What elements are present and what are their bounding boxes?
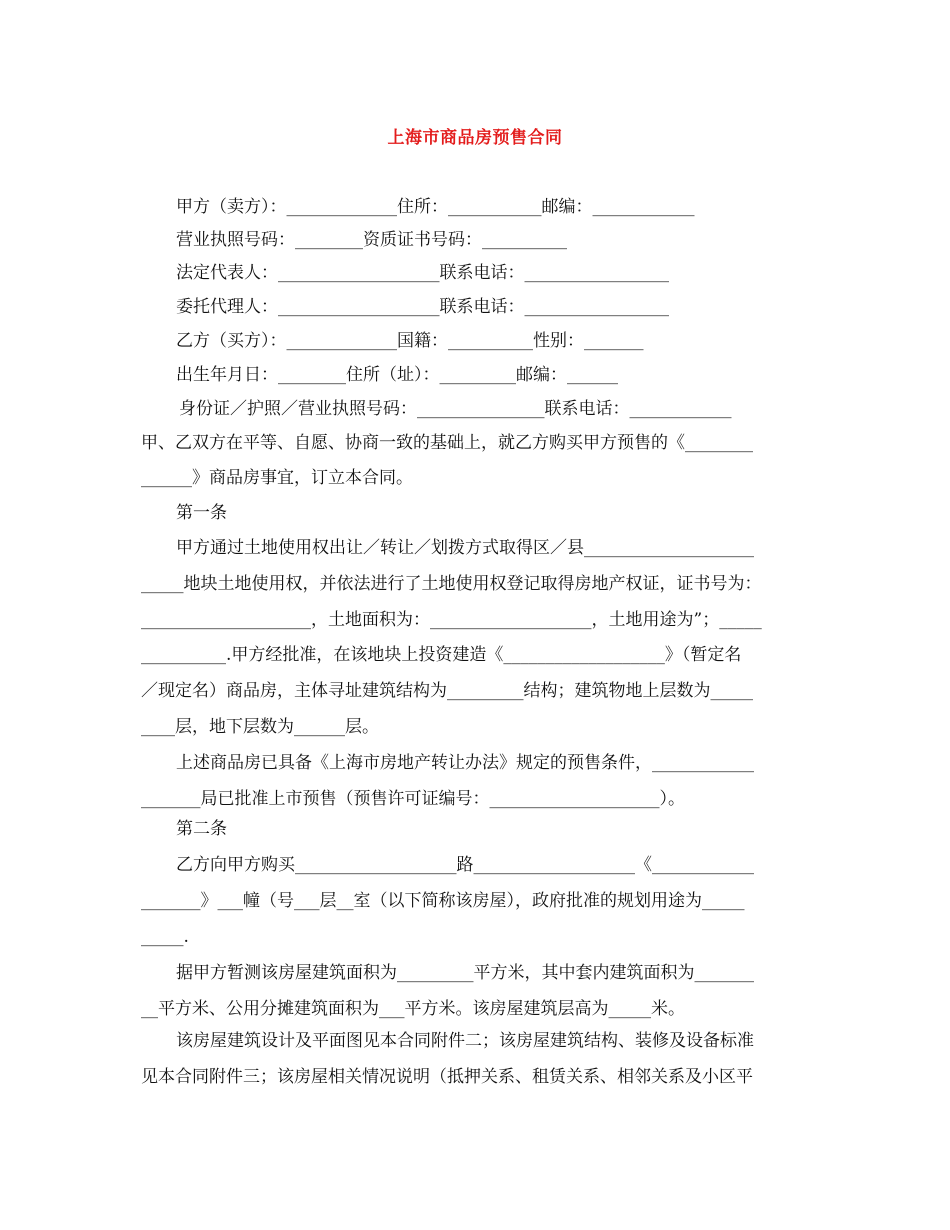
article-2-line-1: 乙方向甲方购买___________________路___________________《____________ [176,855,754,875]
presale-condition-line-2: _______局已批准上市预售（预售许可证编号：____________________）。 [141,789,685,809]
article-1-line-4: __________.甲方经批准，在该地块上投资建造《___________________》（暂定名 [141,645,742,665]
birthdate-line: 出生年月日：________住所（址）：_________邮编：______ [176,365,618,385]
id-number-line: 身份证／护照／营业执照号码：_______________联系电话：____________ [179,399,732,419]
presale-condition-line-1: 上述商品房已具备《上海市房地产转让办法》规定的预售条件，____________ [176,753,754,773]
preamble-line-1: 甲、乙双方在平等、自愿、协商一致的基础上，就乙方购买甲方预售的《________ [141,433,753,453]
business-license-line: 营业执照号码：________资质证书号码：__________ [176,230,567,250]
article-2-line-3: _____. [141,927,189,947]
attachment-line-1: 该房屋建筑设计及平面图见本合同附件二；该房屋建筑结构、装修及设备标准 [176,1031,754,1051]
article-1-line-2: _____地块土地使用权，并依法进行了土地使用权登记取得房地产权证，证书号为： [141,574,762,594]
preamble-line-2: ______》商品房事宜，订立本合同。 [141,468,413,488]
article-1-line-5: ／现定名）商品房，主体寻址建筑结构为_________结构；建筑物地上层数为_____ [141,681,753,701]
document-title: 上海市商品房预售合同 [387,128,563,148]
article-1-line-3: ____________________，土地面积为：___________________，土地用途为”；_____ [141,610,762,630]
legal-representative-line: 法定代表人：___________________联系电话：_________________ [176,263,669,283]
party-a-line: 甲方（卖方）：_____________住所：___________邮编：____________ [176,197,695,217]
article-2-heading: 第二条 [176,819,227,839]
area-line-2: __平方米、公用分摊建筑面积为___平方米。该房屋建筑层高为_____米。 [141,999,685,1019]
article-1-line-6: ____层，地下层数为______层。 [141,717,379,737]
attachment-line-2: 见本合同附件三；该房屋相关情况说明（抵押关系、租赁关系、相邻关系及小区平 [141,1067,753,1087]
article-1-line-1: 甲方通过土地使用权出让／转让／划拨方式取得区／县____________________ [176,538,754,558]
entrusted-agent-line: 委托代理人：___________________联系电话：_________________ [176,297,669,317]
area-line-1: 据甲方暂测该房屋建筑面积为_________平方米，其中套内建筑面积为_______ [176,963,754,983]
party-b-line: 乙方（买方）：_____________国籍：__________性别：_______ [176,331,644,351]
article-2-line-2: _______》___幢（号___层__室（以下简称该房屋），政府批准的规划用途为_____ [141,891,745,911]
article-1-heading: 第一条 [176,503,227,523]
